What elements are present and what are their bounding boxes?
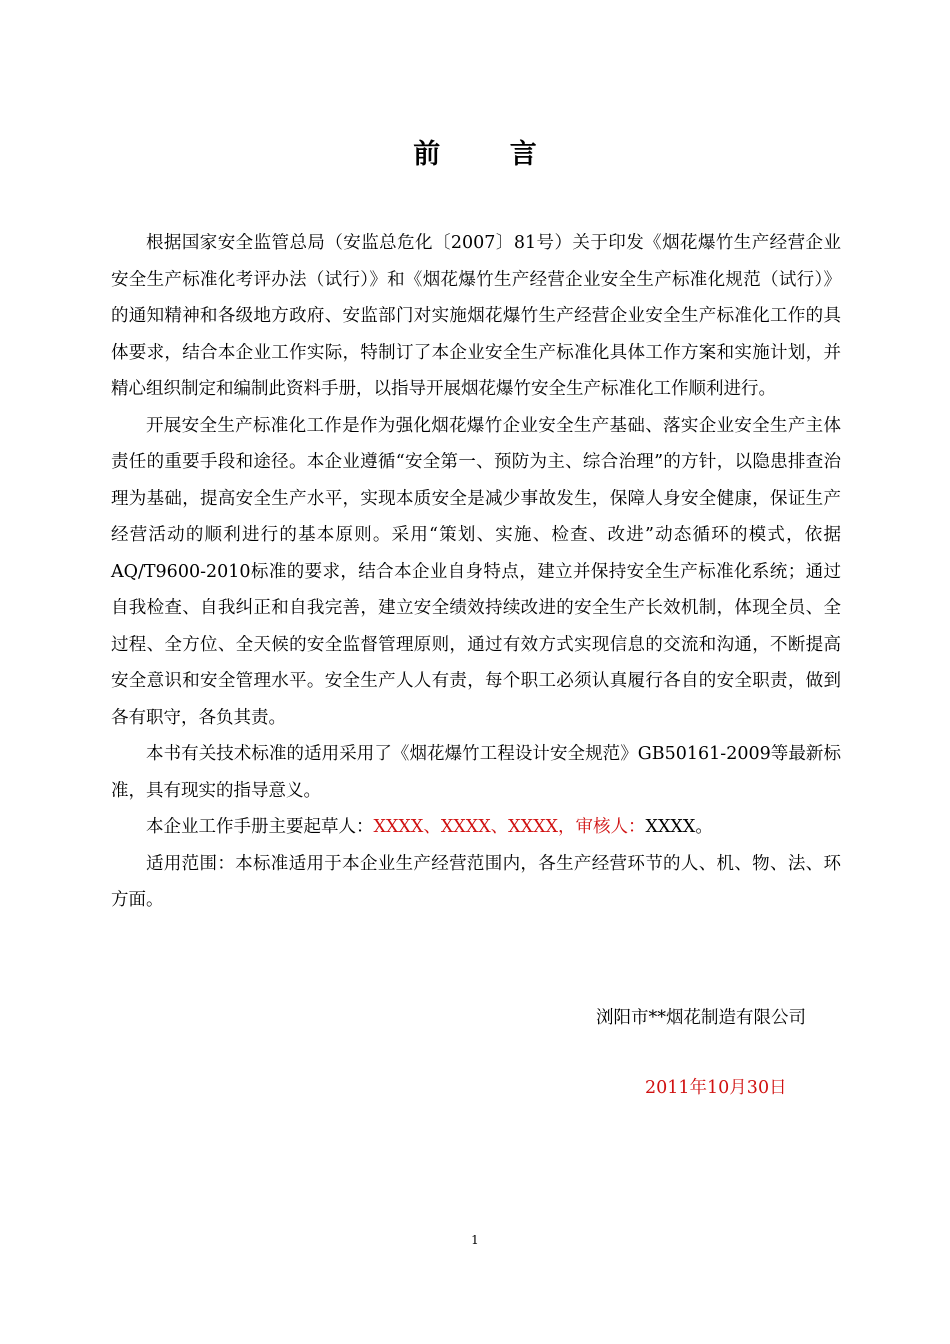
company-signature: 浏阳市**烟花制造有限公司 <box>596 1008 806 1028</box>
document-body <box>111 225 841 919</box>
page-title: 前 言 <box>413 139 567 170</box>
drafters-label: 本企业工作手册主要起草人： <box>146 817 374 837</box>
reviewer-name: XXXX。 <box>645 817 713 837</box>
paragraph-drafters <box>111 809 841 846</box>
page-number: 1 <box>471 1233 479 1247</box>
drafters-names: XXXX、XXXX、XXXX， <box>373 817 576 837</box>
paragraph-standards: 本书有关技术标准的适用采用了《烟花爆竹工程设计安全规范》GB50161-2009等最新标准，具有现实的指导意义。 <box>111 744 841 801</box>
paragraph-scope: 适用范围：本标准适用于本企业生产经营范围内，各生产经营环节的人、机、物、法、环方面。 <box>111 853 841 910</box>
signature-date: 2011年10月30日 <box>645 1078 787 1098</box>
paragraph-intro: 根据国家安全监管总局（安监总危化〔2007〕81号）关于印发《烟花爆竹生产经营企业安全生产标准化考评办法（试行）》和《烟花爆竹生产经营企业安全生产标准化规范（试行）》的通知精神和各级地方政府、安监部门对实施烟花爆竹生产经营企业安全生产标准化工作的具体要求，结合本企业工作实际，特制订了本企业安全生产标准化具体工作方案和实施计划，并精心组织制定和编制此资料手册，以指导开展烟花爆竹安全生产标准化工作顺利进行。 <box>111 233 841 399</box>
paragraph-purpose: 开展安全生产标准化工作是作为强化烟花爆竹企业安全生产基础、落实企业安全生产主体责任的重要手段和途径。本企业遵循“安全第一、预防为主、综合治理”的方针，以隐患排查治理为基础，提高安全生产水平，实现本质安全是减少事故发生，保障人身安全健康，保证生产经营活动的顺利进行的基本原则。采用“策划、实施、检查、改进”动态循环的模式，依据AQ/T9600-2010标准的要求，结合本企业自身特点，建立并保持安全生产标准化系统；通过自我检查、自我纠正和自我完善，建立安全绩效持续改进的安全生产长效机制，体现全员、全过程、全方位、全天候的安全监督管理原则，通过有效方式实现信息的交流和沟通，不断提高安全意识和安全管理水平。安全生产人人有责，每个职工必须认真履行各自的安全职责，做到各有职守，各负其责。 <box>111 415 841 728</box>
reviewer-label: 审核人： <box>575 817 646 837</box>
